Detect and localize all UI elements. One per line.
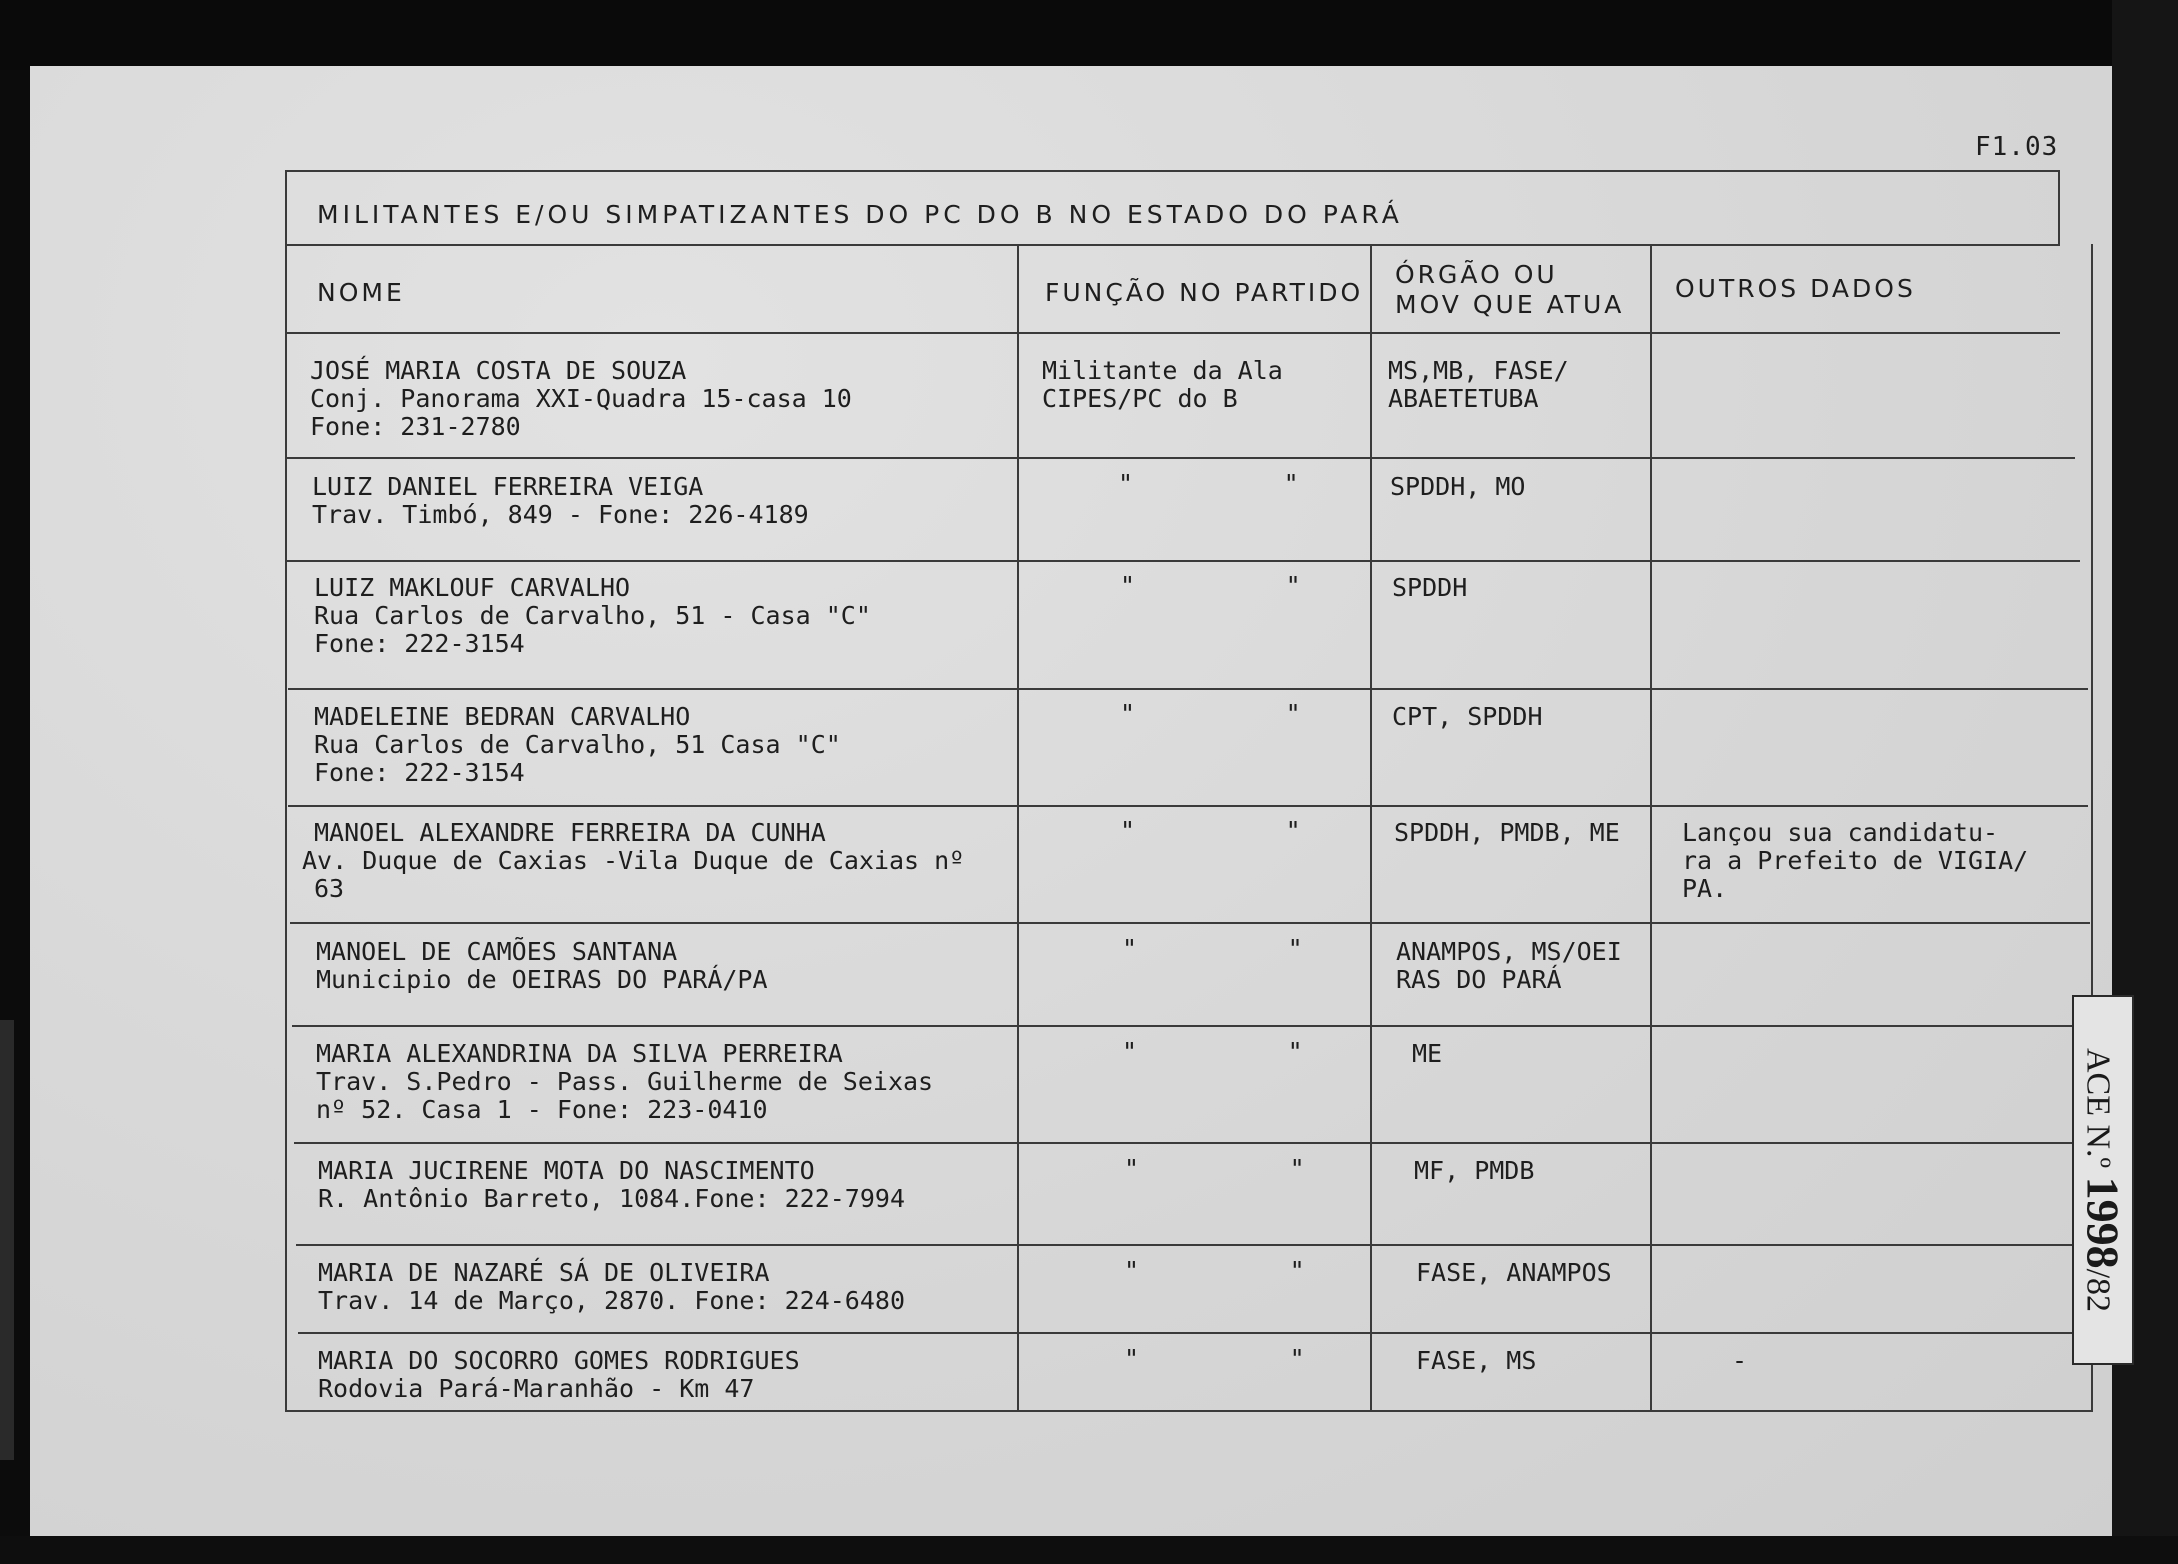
row-organ-cell: SPDDH	[1392, 573, 1468, 602]
row-name-cell: MARIA DO SOCORRO GOMES RODRIGUES Rodovia Pará-Maranhão - Km 47	[318, 1346, 800, 1403]
row-name-cell: MARIA ALEXANDRINA DA SILVA PERREIRA Trav. S.Pedro - Pass. Guilherme de Seixas nº 52. Casa 1 - Fone: 223-0410	[316, 1039, 934, 1124]
header-function: FUNÇÃO NO PARTIDO	[1045, 278, 1364, 307]
ace-stamp-prefix: ACE N.º	[2079, 1047, 2117, 1169]
scan-left-strip	[0, 1020, 14, 1460]
header-other: OUTROS DADOS	[1675, 274, 1916, 303]
scan-top-edge	[0, 0, 2178, 70]
row-organ-cell: ANAMPOS, MS/OEI RAS DO PARÁ	[1396, 937, 1622, 994]
row-organ-cell: MF, PMDB	[1414, 1156, 1535, 1185]
page-title: MILITANTES E/OU SIMPATIZANTES DO PC DO B NO ESTADO DO PARÁ	[317, 200, 1403, 229]
header-organ-line2: MOV QUE ATUA	[1395, 290, 1625, 319]
row-divider	[298, 1332, 2093, 1334]
row-organ-cell: FASE, ANAMPOS	[1416, 1258, 1612, 1287]
table-title-row	[285, 170, 2060, 246]
row-name-cell: MADELEINE BEDRAN CARVALHO Rua Carlos de Carvalho, 51 Casa "C" Fone: 222-3154	[314, 702, 841, 787]
row-function-ditto: " "	[1120, 571, 1301, 600]
row-divider	[296, 1244, 2096, 1246]
row-organ-cell: MS,MB, FASE/ ABAETETUBA	[1388, 356, 1569, 413]
column-divider	[1017, 244, 1019, 1412]
row-function-ditto: " "	[1124, 1256, 1305, 1285]
scan-bottom-edge	[0, 1536, 2178, 1564]
row-organ-cell: SPDDH, PMDB, ME	[1394, 818, 1620, 847]
row-organ-cell: ME	[1412, 1039, 1443, 1068]
row-name-cell: LUIZ MAKLOUF CARVALHO Rua Carlos de Carvalho, 51 - Casa "C" Fone: 222-3154	[314, 573, 871, 658]
row-organ-cell: CPT, SPDDH	[1392, 702, 1543, 731]
row-name-cell: MARIA DE NAZARÉ SÁ DE OLIVEIRA Trav. 14 de Março, 2870. Fone: 224-6480	[318, 1258, 905, 1315]
row-function-ditto: " "	[1124, 1344, 1305, 1373]
column-divider	[1370, 244, 1372, 1412]
header-name: NOME	[317, 278, 405, 307]
ace-stamp	[2072, 995, 2134, 1365]
folio-number: F1.03	[1975, 132, 2059, 162]
row-name-cell: MANOEL ALEXANDRE FERREIRA DA CUNHA Av. Duque de Caxias -Vila Duque de Caxias nº 63	[302, 818, 965, 903]
row-organ-cell: SPDDH, MO	[1390, 472, 1526, 501]
header-organ	[1395, 260, 1624, 350]
row-name-cell: JOSÉ MARIA COSTA DE SOUZA Conj. Panorama XXI-Quadra 15-casa 10 Fone: 231-2780	[310, 356, 852, 441]
row-divider	[292, 1025, 2092, 1027]
row-function-ditto: " "	[1120, 816, 1301, 845]
row-divider	[294, 1142, 2094, 1144]
row-other-cell: -	[1732, 1346, 1748, 1375]
row-other-cell: Lançou sua candidatu- ra a Prefeito de VIGIA/ PA.	[1682, 818, 2029, 903]
row-function-ditto: " "	[1124, 1154, 1305, 1183]
row-name-cell: MARIA JUCIRENE MOTA DO NASCIMENTO R. Antônio Barreto, 1084.Fone: 222-7994	[318, 1156, 905, 1213]
row-organ-cell: FASE, MS	[1416, 1346, 1537, 1375]
ace-stamp-suffix: /82	[2079, 1268, 2117, 1313]
row-divider	[288, 688, 2088, 690]
row-divider	[285, 457, 2075, 459]
row-function-ditto: " "	[1122, 934, 1303, 963]
row-divider	[285, 560, 2080, 562]
row-name-cell: MANOEL DE CAMÕES SANTANA Municipio de OEIRAS DO PARÁ/PA	[316, 937, 768, 994]
header-organ-line1: ÓRGÃO OU	[1395, 260, 1558, 289]
table-header-row	[285, 244, 2060, 334]
ace-stamp-text	[2077, 1048, 2130, 1312]
row-function-ditto: " "	[1122, 1037, 1303, 1066]
row-divider	[290, 922, 2090, 924]
row-divider	[288, 805, 2088, 807]
row-function-ditto: " "	[1118, 469, 1299, 498]
column-divider	[1650, 244, 1652, 1412]
ace-stamp-number: 1998	[2077, 1176, 2129, 1269]
row-function-ditto: " "	[1120, 699, 1301, 728]
row-name-cell: LUIZ DANIEL FERREIRA VEIGA Trav. Timbó, 849 - Fone: 226-4189	[312, 472, 809, 529]
row-function-cell: Militante da Ala CIPES/PC do B	[1042, 356, 1283, 413]
